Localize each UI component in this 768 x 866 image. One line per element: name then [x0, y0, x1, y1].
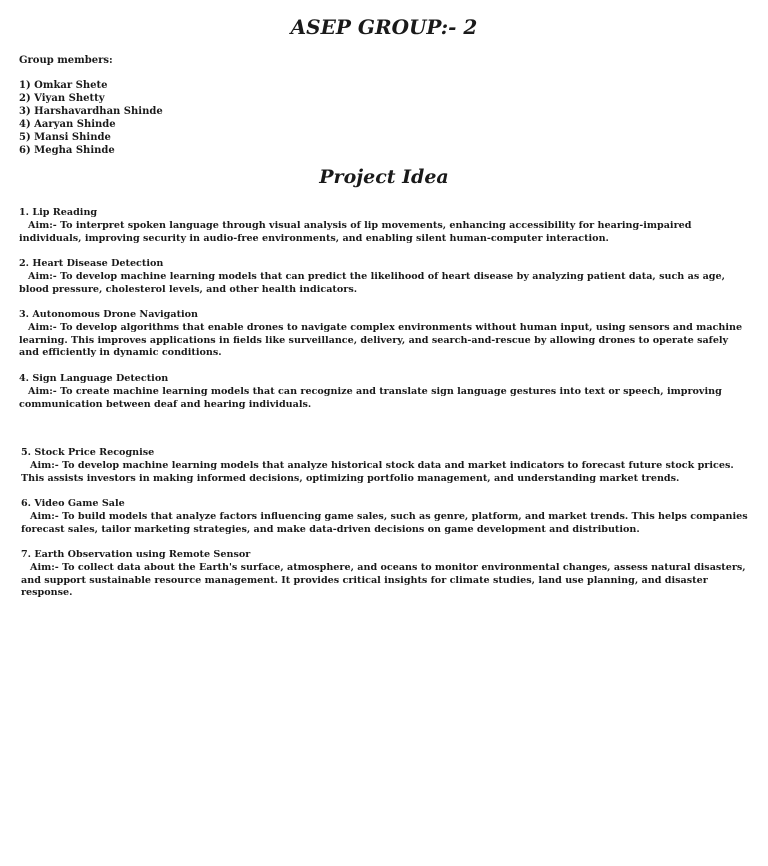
member-item: 6) Megha Shinde — [19, 145, 115, 156]
idea-title: 5. Stock Price Recognise — [21, 447, 155, 458]
project-idea-item — [21, 498, 751, 536]
idea-aim: Aim:- To develop machine learning models that analyze historical stock data and market indicators to forecast future stock prices. This assists investors in making informed decisions, optimizing portfolio management, and understanding market trends. — [21, 459, 734, 484]
document-title: ASEP GROUP:- 2 — [290, 15, 478, 39]
project-idea-heading: Project Idea — [319, 166, 449, 188]
idea-aim: Aim:- To interpret spoken language through visual analysis of lip movements, enhancing accessibility for hearing-impaired individuals, improving security in audio-free environments, and enabling silent human-computer interaction. — [19, 219, 692, 244]
idea-aim: Aim:- To collect data about the Earth's surface, atmosphere, and oceans to monitor environmental changes, assess natural disasters, and support sustainable resource management. It provides critical insights for climate studies, land use planning, and disaster response. — [21, 561, 746, 599]
project-idea-item — [21, 447, 751, 485]
member-item: 3) Harshavardhan Shinde — [19, 106, 163, 117]
idea-title: 2. Heart Disease Detection — [19, 258, 164, 269]
project-idea-item — [19, 258, 749, 296]
member-item: 2) Viyan Shetty — [19, 93, 105, 104]
member-item: 4) Aaryan Shinde — [19, 119, 116, 130]
group-members-heading: Group members: — [19, 55, 113, 66]
idea-aim: Aim:- To build models that analyze factors influencing game sales, such as genre, platform, and market trends. This helps companies forecast sales, tailor marketing strategies, and make data-driven decisions on game development and distribution. — [21, 510, 748, 535]
project-idea-item — [21, 549, 751, 600]
idea-title: 3. Autonomous Drone Navigation — [19, 309, 199, 320]
idea-aim: Aim:- To develop algorithms that enable drones to navigate complex environments without human input, using sensors and machine learning. This improves applications in fields like surveillance, delivery, and search-and-rescue by allowing drones to operate safely and efficiently in dynamic conditions. — [19, 321, 743, 359]
idea-title: 7. Earth Observation using Remote Sensor — [21, 549, 251, 560]
idea-aim: Aim:- To create machine learning models that can recognize and translate sign language gestures into text or speech, improving communication between deaf and hearing individuals. — [19, 385, 722, 410]
project-idea-item — [19, 207, 749, 245]
member-item: 1) Omkar Shete — [19, 80, 108, 91]
idea-title: 6. Video Game Sale — [21, 498, 125, 509]
member-list — [19, 79, 163, 157]
idea-title: 1. Lip Reading — [19, 207, 98, 218]
idea-title: 4. Sign Language Detection — [19, 373, 169, 384]
project-idea-item — [19, 373, 749, 411]
member-item: 5) Mansi Shinde — [19, 132, 111, 143]
project-idea-item — [19, 309, 749, 360]
group-members-block — [19, 54, 163, 157]
idea-aim: Aim:- To develop machine learning models that can predict the likelihood of heart disease by analyzing patient data, such as age, blood pressure, cholesterol levels, and other health indicators. — [19, 270, 725, 295]
